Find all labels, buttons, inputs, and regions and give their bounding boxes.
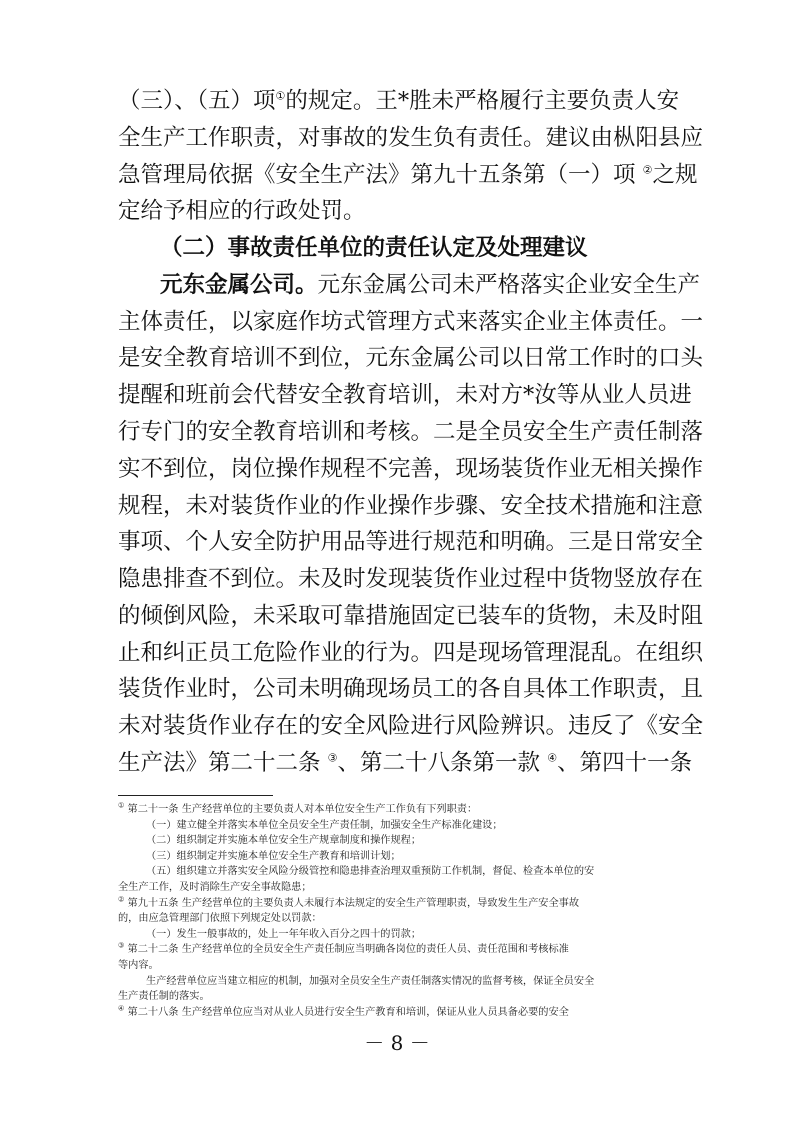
section-heading: （二）事故责任单位的责任认定及处理建议: [160, 235, 588, 261]
body-line-17: 未对装货作业存在的安全风险进行风险辨识。违反了《安全: [118, 713, 704, 739]
footnote-text: 的，由应急管理部门依照下列规定处以罚款：: [118, 913, 322, 924]
footnote-separator: [118, 795, 273, 796]
footnote-line-6: [118, 880, 312, 895]
footnote-text: （一）建立健全并落实本单位全员安全生产责任制，加强安全生产标准化建设；: [146, 820, 503, 831]
footnote-marker-3: ③: [327, 751, 338, 765]
body-line-5: 元东金属公司。元东金属公司未严格落实企业安全生产: [160, 272, 701, 298]
body-line-13: 隐患排查不到位。未及时发现装货作业过程中货物竖放存在: [118, 566, 704, 592]
body-line-7: 是安全教育培训不到位，元东金属公司以日常工作时的口头: [118, 345, 704, 371]
footnote-text: 等内容。: [118, 960, 159, 971]
body-line-3: 急管理局依据《安全生产法》第九十五条第（一）项 ②之规: [118, 162, 698, 188]
footnote-line-10: [118, 942, 569, 957]
footnote-line-4: [146, 849, 401, 864]
body-line-15: 止和纠正员工危险作业的行为。四是现场管理混乱。在组织: [118, 640, 704, 666]
page-number: － 8 －: [364, 1031, 430, 1055]
body-line-9: 行专门的安全教育培训和考核。二是全员安全生产责任制落: [118, 419, 704, 445]
footnote-line-14: [118, 1005, 569, 1020]
footnote-text: （一）发生一般事故的，处上一年年收入百分之四十的罚款；: [146, 929, 422, 940]
body-line-16: 装货作业时，公司未明确现场员工的各自具体工作职责，且: [118, 676, 704, 702]
footnote-text: 生产经营单位应当建立相应的机制，加强对全员安全生产责任制落实情况的监督考核，保证全员安全: [146, 976, 595, 987]
footnote-number: ③: [118, 941, 125, 950]
footnote-text: 第二十八条 生产经营单位应当对从业人员进行安全生产教育和培训，保证从业人员具备必要的安全: [124, 1007, 569, 1018]
body-line-6: 主体责任，以家庭作坊式管理方式来落实企业主体责任。一: [118, 309, 704, 335]
footnote-text: 第二十二条 生产经营单位的全员安全生产责任制应当明确各岗位的责任人员、责任范围和考核标准: [124, 944, 569, 955]
footnote-text: （三）组织制定并实施本单位安全生产教育和培训计划；: [146, 851, 401, 862]
footnote-number: ②: [118, 895, 125, 904]
footnote-number: ④: [118, 1004, 125, 1013]
footnote-line-1: [118, 802, 477, 817]
footnote-text: 全生产工作，及时消除生产安全事故隐患；: [118, 882, 312, 893]
body-line-10: 实不到位，岗位操作规程不完善，现场装货作业无相关操作: [118, 456, 704, 482]
footnote-marker-1: ①: [275, 89, 286, 103]
body-line-1: （三）、（五）项①的规定。王*胜未严格履行主要负责人安: [118, 88, 680, 114]
body-line-2: 全生产工作职责，对事故的发生负有责任。建议由枞阳县应: [118, 125, 704, 151]
footnote-marker-4: ④: [547, 751, 558, 765]
body-line-8: 提醒和班前会代替安全教育培训，未对方*汝等从业人员进: [118, 382, 692, 408]
body-line-11: 规程，未对装货作业的作业操作步骤、安全技术措施和注意: [118, 493, 704, 519]
footnote-line-12: [146, 974, 594, 989]
body-line-18: 生产法》第二十二条 ③、第二十八条第一款 ④、第四十一条: [118, 750, 693, 776]
body-line-12: 事项、个人安全防护用品等进行规范和明确。三是日常安全: [118, 529, 704, 555]
footnote-line-2: [146, 818, 503, 833]
footnote-text: （二）组织制定并实施本单位安全生产规章制度和操作规程；: [146, 835, 422, 846]
footnote-text: 第二十一条 生产经营单位的主要负责人对本单位安全生产工作负有下列职责：: [124, 804, 478, 815]
footnote-line-11: [118, 958, 159, 973]
footnote-text: 第九十五条 生产经营单位的主要负责人未履行本法规定的安全生产管理职责，导致发生生产安全事故: [124, 898, 580, 909]
footnote-marker-2: ②: [642, 163, 653, 177]
body-line-4: 定给予相应的行政处罚。: [118, 198, 366, 224]
footnote-line-13: [118, 989, 210, 1004]
footnote-text: 生产责任制的落实。: [118, 991, 210, 1002]
footnote-line-9: [146, 927, 421, 942]
footnote-line-3: [146, 833, 421, 848]
footnote-text: （五）组织建立并落实安全风险分级管控和隐患排查治理双重预防工作机制，督促、检查本单位的安: [146, 866, 595, 877]
footnote-line-7: [118, 896, 579, 911]
body-line-14: 的倾倒风险，未采取可靠措施固定已装车的货物，未及时阻: [118, 603, 704, 629]
footnote-number: ①: [118, 801, 125, 810]
footnote-line-5: [146, 864, 594, 879]
company-lead: 元东金属公司。: [160, 272, 318, 298]
footnote-line-8: [118, 911, 322, 926]
